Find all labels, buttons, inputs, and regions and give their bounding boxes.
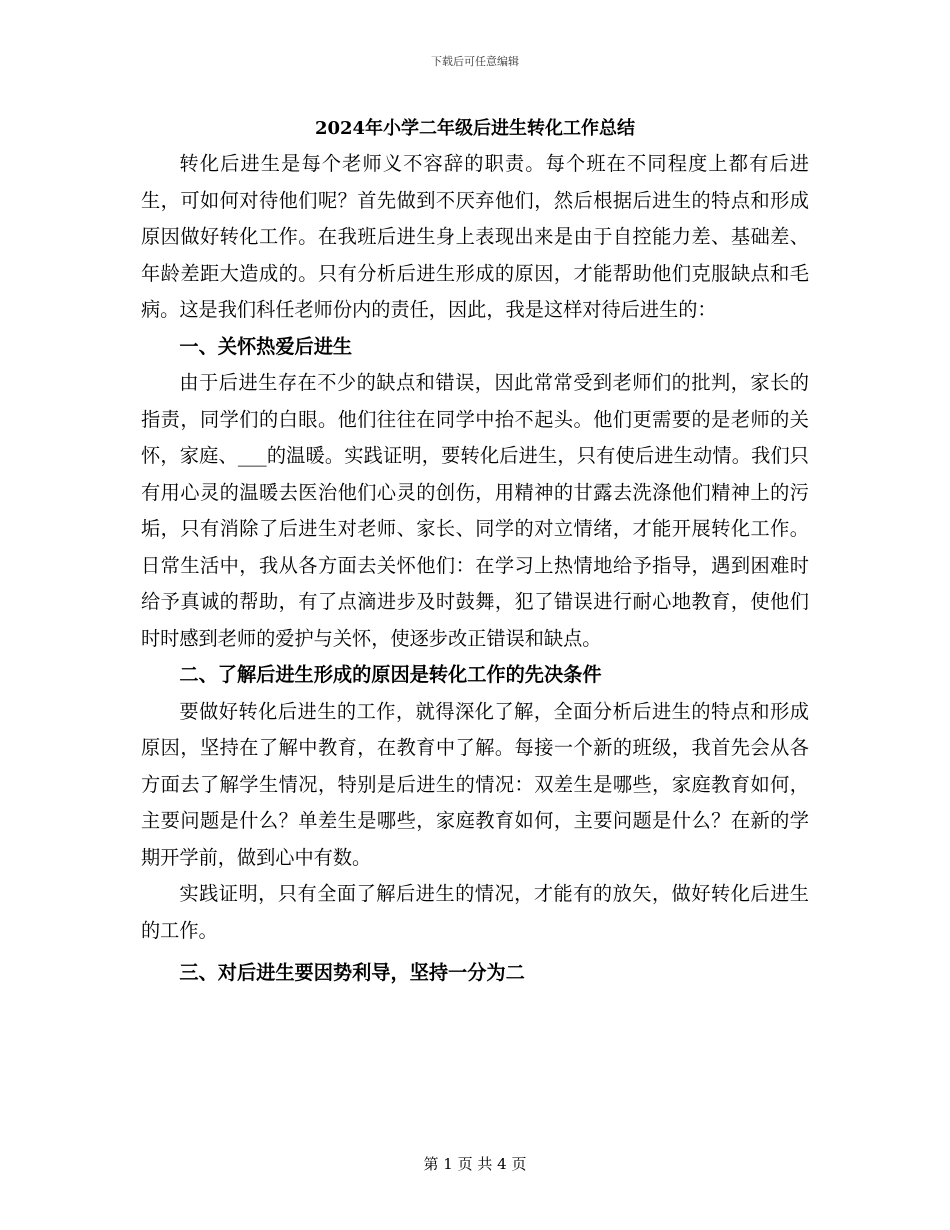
page-header: 下载后可任意编辑 <box>431 55 519 68</box>
page-number-footer: 第 1 页 共 4 页 <box>423 1155 527 1173</box>
document-title: 2024年小学二年级后进生转化工作总结 <box>314 118 636 139</box>
section-heading-1: 一、关怀热爱后进生 <box>179 334 353 358</box>
document-body <box>141 112 809 992</box>
section-1-paragraph-1: 由于后进生存在不少的缺点和错误，因此常常受到老师们的批判，家长的指责，同学们的白眼。他们往往在同学中抬不起头。他们更需要的是老师的关怀，家庭、___的温暖。实践证明，要转化后进生，只有使后进生动情。我们只有用心灵的温暖去医治他们心灵的创伤，用精神的甘露去洗涤他们精神上的污垢，只有消除了后进生对老师、家长、同学的对立情绪，才能开展转化工作。日常生活中，我从各方面去关怀他们：在学习上热情地给予指导，遇到困难时给予真诚的帮助，有了点滴进步及时鼓舞，犯了错误进行耐心地教育，使他们时时感到老师的爱护与关怀，使逐步改正错误和缺点。 <box>141 371 809 650</box>
section-heading-2: 二、了解后进生形成的原因是转化工作的先决条件 <box>179 663 602 686</box>
section-2-paragraph-1: 要做好转化后进生的工作，就得深化了解，全面分析后进生的特点和形成原因，坚持在了解中教育，在教育中了解。每接一个新的班级，我首先会从各方面去了解学生情况，特别是后进生的情况：双差生是哪些，家庭教育如何，主要问题是什么？单差生是哪些，家庭教育如何，主要问题是什么？在新的学期开学前，做到心中有数。 <box>141 699 809 869</box>
section-heading-3: 三、对后进生要因势利导，坚持一分为二 <box>179 961 525 984</box>
intro-paragraph: 转化后进生是每个老师义不容辞的职责。每个班在不同程度上都有后进生，可如何对待他们呢？首先做到不厌弃他们，然后根据后进生的特点和形成原因做好转化工作。在我班后进生身上表现出来是由于自控能力差、基础差、年龄差距大造成的。只有分析后进生形成的原因，才能帮助他们克服缺点和毛病。这是我们科任老师份内的责任，因此，我是这样对待后进生的： <box>141 152 809 321</box>
section-2-paragraph-2: 实践证明，只有全面了解后进生的情况，才能有的放矢，做好转化后进生的工作。 <box>141 882 809 942</box>
